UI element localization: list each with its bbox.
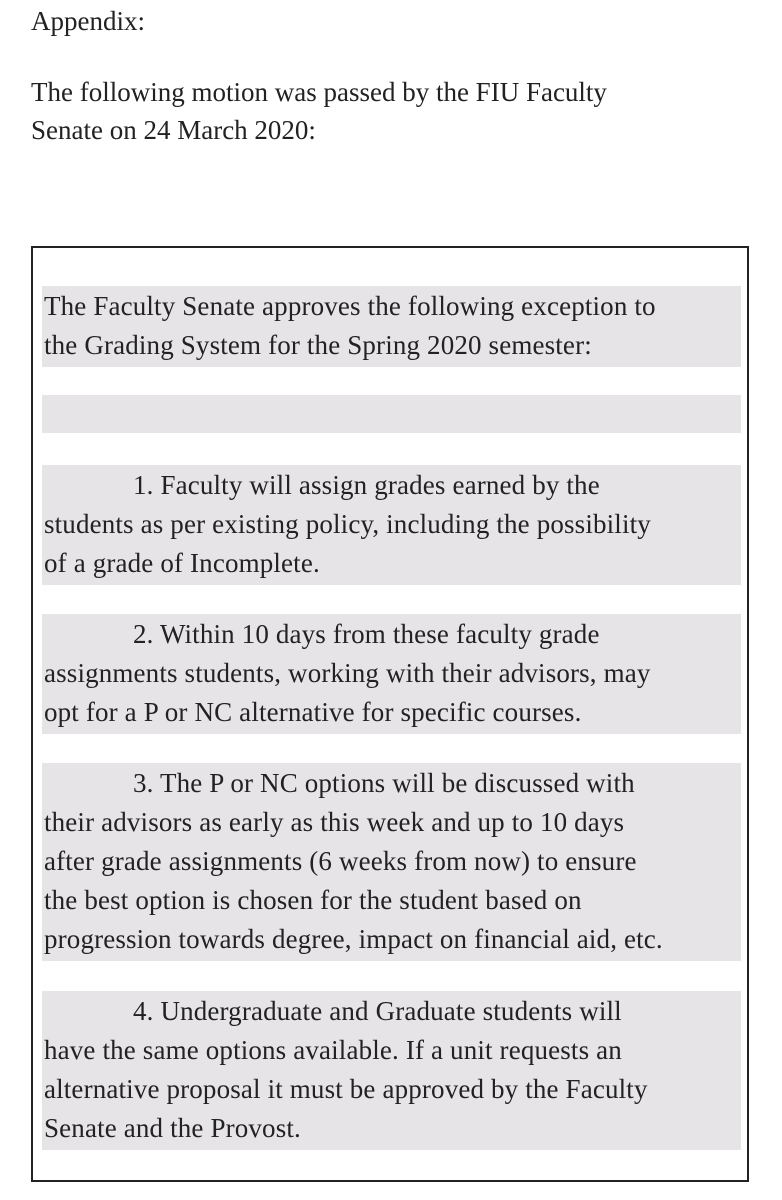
motion-item-1: 1. Faculty will assign grades earned by the students as per existing policy, including the possibility of a grade of Incomplete. — [42, 465, 741, 585]
blank-highlight-line — [42, 395, 741, 433]
motion-box — [31, 246, 749, 1182]
motion-item-2: 2. Within 10 days from these faculty grade assignments students, working with their advisors, may opt for a P or NC alternative for specific courses. — [42, 614, 741, 734]
appendix-heading: Appendix: — [31, 6, 145, 36]
motion-preamble: The Faculty Senate approves the following exception to the Grading System for the Spring 2020 semester: — [42, 286, 741, 367]
motion-item-3: 3. The P or NC options will be discussed with their advisors as early as this week and up to 10 days after grade assignments (6 weeks from now) to ensure the best option is chosen for the student based on progression towards degree, impact on financial aid, etc. — [42, 763, 741, 961]
intro-paragraph: The following motion was passed by the FIU Faculty Senate on 24 March 2020: — [31, 77, 607, 145]
motion-item-4: 4. Undergraduate and Graduate students will have the same options available. If a unit requests an alternative proposal it must be approved by the Faculty Senate and the Provost. — [42, 991, 741, 1150]
